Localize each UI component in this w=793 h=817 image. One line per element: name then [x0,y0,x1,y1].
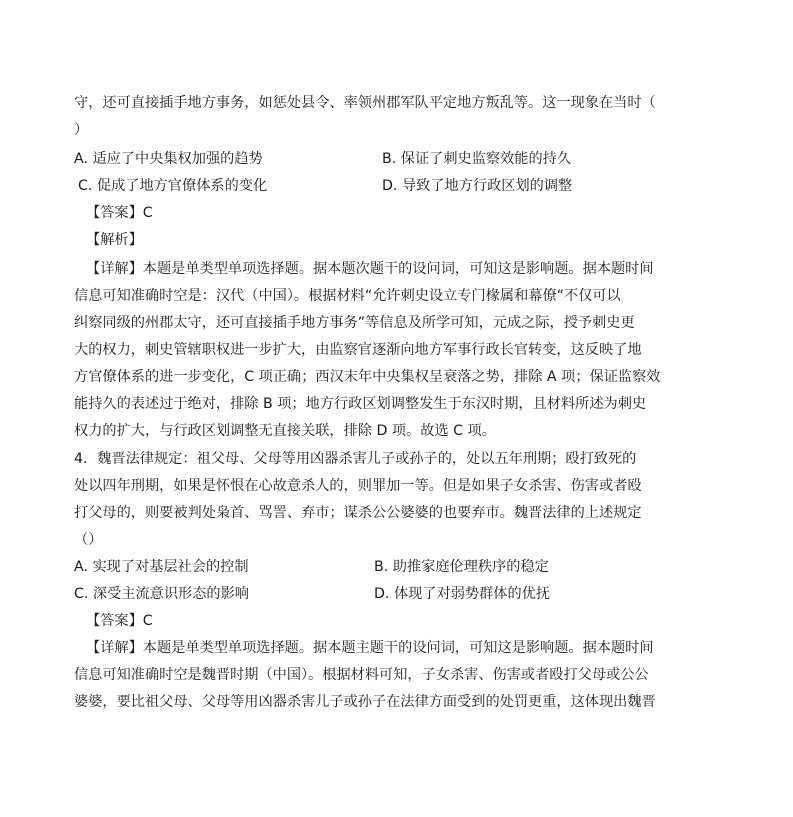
q3-stem-tail: 守，还可直接插手地方事务，如惩处县令、率领州郡军队平定地方叛乱等。这一现象在当时（ [74,95,656,111]
q4-stem-line: 4．魏晋法律规定：祖父母、父母等用凶器杀害儿子或孙子的，处以五年刑期；殴打致死的 [74,451,637,467]
q3-paren-close: ） [74,122,89,138]
q3-analysis-heading: 【解析】 [86,232,143,248]
q3-detail-line: 能持久的表述过于绝对，排除 B 项；地方行政区划调整发生于东汉时期，且材料所述为刺史 [74,396,647,412]
q4-option-c: C. 深受主流意识形态的影响 [74,586,249,602]
q4-stem-line: 处以四年刑期，如果是怀恨在心故意杀人的，则罪加一等。但是如果子女杀害、伤害或者殴 [74,478,642,494]
q4-option-a: A. 实现了对基层社会的控制 [74,559,249,575]
q4-detail-line: 信息可知准确时空是魏晋时期（中国）。根据材料可知，子女杀害、伤害或者殴打父母或公公 [74,667,649,683]
q4-detail-line: 婆婆，要比祖父母、父母等用凶器杀害儿子或孙子在法律方面受到的处罚更重，这体现出魏晋 [74,694,656,710]
q3-answer: 【答案】C [86,205,153,221]
q4-answer: 【答案】C [86,613,153,629]
q4-stem-line: （） [74,532,103,548]
q3-option-a: A. 适应了中央集权加强的趋势 [74,151,263,167]
q3-option-c: C. 促成了地方官僚体系的变化 [78,178,268,194]
q4-option-d: D. 体现了对弱势群体的优抚 [374,586,551,602]
q3-detail-line: 方官僚体系的进一步变化，C 项正确；西汉末年中央集权呈衰落之势，排除 A 项；保证监察效 [74,369,661,385]
q3-detail-line: 信息可知准确时空是：汉代（中国）。根据材料“允许刺史设立专门椽属和幕僚“不仅可以 [74,288,621,304]
q3-detail-line: 【详解】本题是单类型单项选择题。据本题次题干的设问词，可知这是影响题。据本题时间 [86,261,654,277]
q3-detail-line: 权力的扩大，与行政区划调整无直接关联，排除 D 项。故选 C 项。 [74,423,496,439]
q4-detail-line: 【详解】本题是单类型单项选择题。据本题主题干的设问词，可知这是影响题。据本题时间 [86,640,654,656]
q3-option-b: B. 保证了刺史监察效能的持久 [382,151,572,167]
q4-stem-line: 打父母的，则要被判处枭首、骂詈、弃市；谋杀公公婆婆的也要弃市。魏晋法律的上述规定 [74,505,642,521]
q4-option-b: B. 助推家庭伦理秩序的稳定 [374,559,549,575]
q3-detail-line: 大的权力，刺史管辖职权进一步扩大，由监察官逐渐向地方军事行政长官转变，这反映了地 [74,342,642,358]
q3-detail-line: 纠察同级的州郡太守，还可直接插手地方事务”等信息及所学可知，元成之际，授予刺史更 [74,315,635,331]
q3-option-d: D. 导致了地方行政区划的调整 [382,178,573,194]
